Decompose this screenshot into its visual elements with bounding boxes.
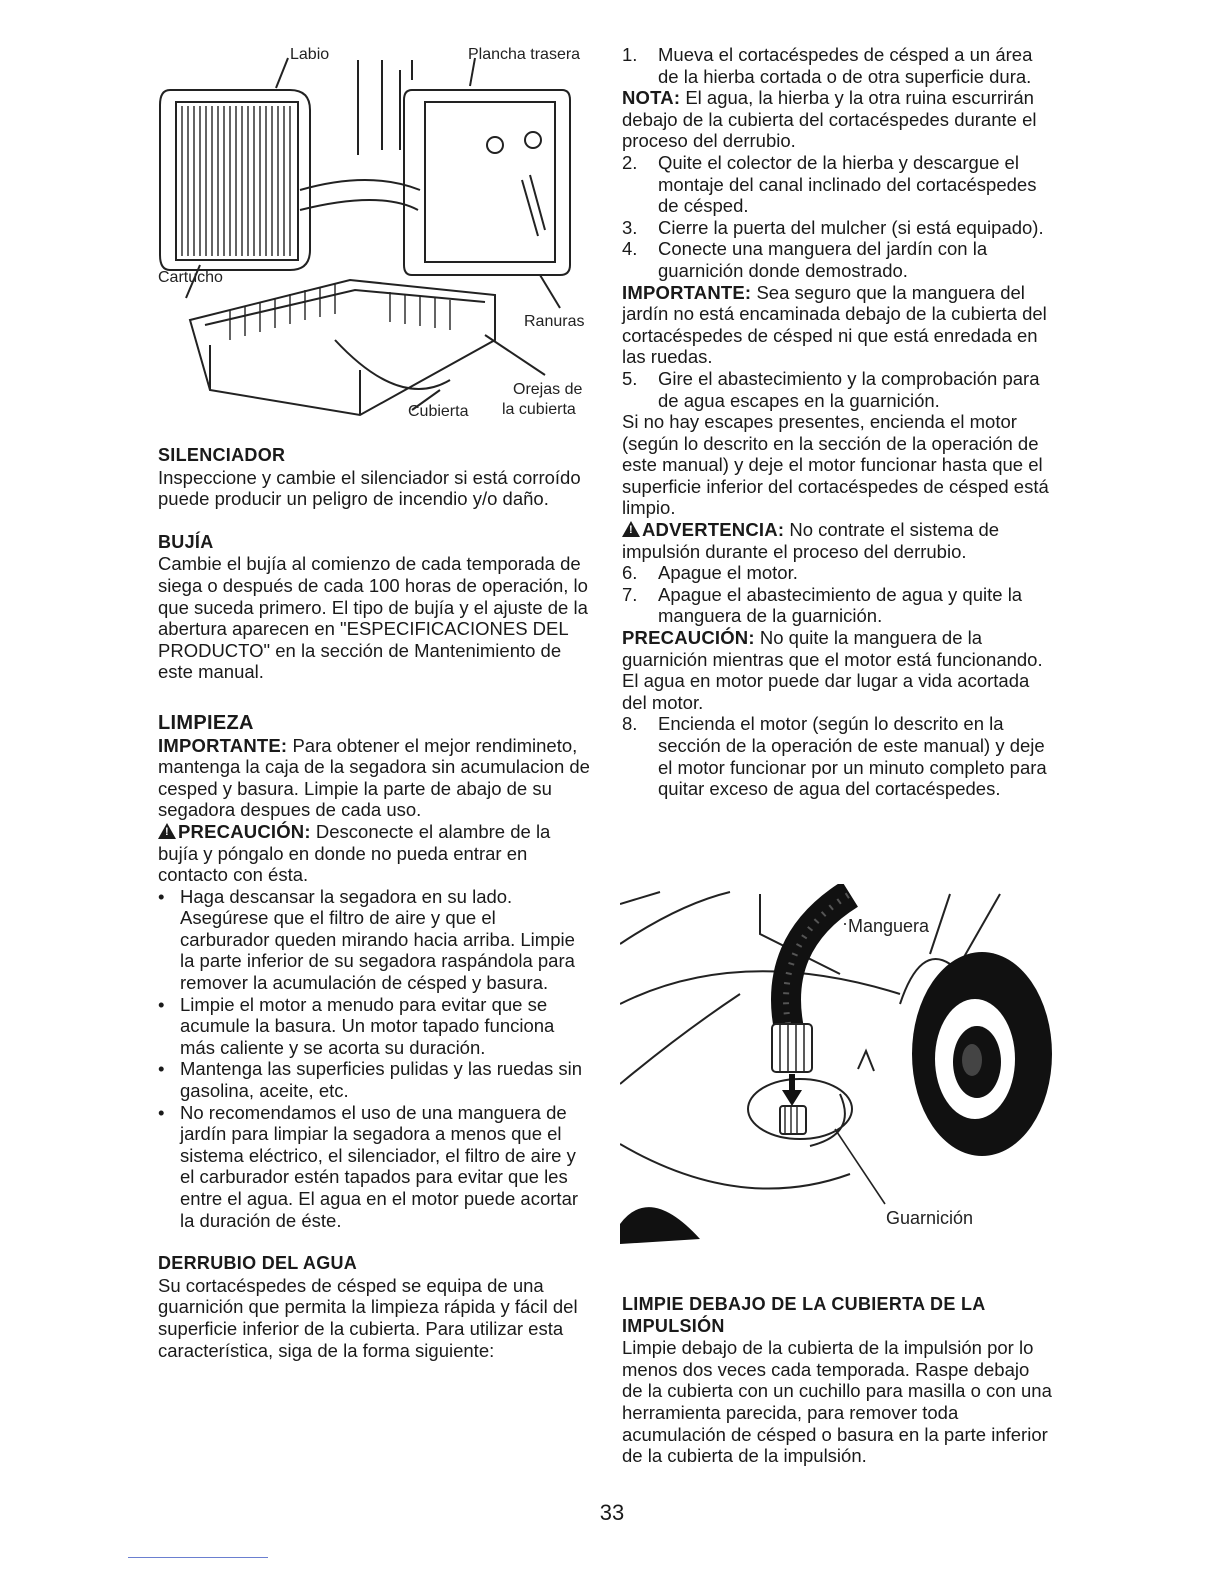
step-text: Mueva el cortacéspedes de césped a un área de la hierba cortada o de otra superficie dura. bbox=[658, 44, 1033, 87]
importante-label: IMPORTANTE: bbox=[158, 734, 288, 756]
hose-fitting-figure bbox=[620, 884, 1060, 1254]
limpie-text: Limpie debajo de la cubierta de la impulsión por lo menos dos veces cada temporada. Raspe debajo de la cubierta con un cuchillo para masilla o con una herramienta parecida, para remover toda acumulación de césped o basura en la parte inferior de la cubierta de la impulsión. bbox=[622, 1337, 1052, 1467]
step-number: 7. bbox=[622, 583, 638, 605]
limpie-section bbox=[622, 1294, 1052, 1467]
label-orejas-2: la cubierta bbox=[502, 401, 576, 418]
label-cartucho: Cartucho bbox=[158, 269, 223, 286]
step-text: Gire el abastecimiento y la comprobación para de agua escapes en la guarnición. bbox=[658, 367, 1040, 411]
list-item: • Mantenga las superficies pulidas y las ruedas sin gasolina, aceite, etc. bbox=[158, 1058, 590, 1101]
nota-label: NOTA: bbox=[622, 87, 681, 109]
step-1 bbox=[622, 44, 1052, 87]
importante-label: IMPORTANTE: bbox=[622, 281, 752, 303]
importante-text: Sea seguro que la manguera del jardín no está encaminada debajo de la cubierta del cortacéspedes de césped ni que está enredada en las ruedas. bbox=[622, 281, 1047, 368]
importante-text: Para obtener el mejor rendimineto, mantenga la caja de la segadora sin acumulacion de cesped y basura. Limpie la parte de abajo de su segadora despues de cada uso. bbox=[158, 734, 590, 821]
step-number: 1. bbox=[622, 44, 638, 65]
step-number: 5. bbox=[622, 367, 638, 389]
advertencia-label: ADVERTENCIA: bbox=[642, 519, 785, 541]
advertencia-note bbox=[622, 519, 1052, 562]
left-column bbox=[158, 445, 590, 1361]
step-number: 2. bbox=[622, 151, 638, 173]
label-labio: Labio bbox=[290, 46, 330, 63]
escapes-paragraph: Si no hay escapes presentes, encienda el motor (según lo descrito en la sección de la operación de este manual) y deje el motor funcionar hasta que el superficie inferior del cortacéspedes de césped está limpio. bbox=[622, 411, 1049, 519]
warning-icon bbox=[158, 823, 176, 839]
label-ranuras: Ranuras bbox=[524, 313, 585, 330]
label-orejas-1: Orejas de bbox=[513, 381, 583, 398]
limpieza-heading: LIMPIEZA bbox=[158, 711, 254, 734]
importante-note bbox=[622, 282, 1052, 368]
label-plancha-trasera: Plancha trasera bbox=[468, 46, 581, 63]
step-number: 4. bbox=[622, 238, 638, 260]
step-6 bbox=[622, 562, 1052, 584]
step-5 bbox=[622, 368, 1052, 411]
step-text: Conecte una manguera del jardín con la guarnición donde demostrado. bbox=[658, 238, 988, 281]
step-2 bbox=[622, 152, 1052, 217]
step-3 bbox=[622, 217, 1052, 239]
derrubio-heading: DERRUBIO DEL AGUA bbox=[158, 1253, 358, 1274]
right-column bbox=[622, 44, 1052, 800]
nota-text: El agua, la hierba y la otra ruina escurrirán debajo de la cubierta del cortacéspedes durante el proceso del derrubio. bbox=[622, 87, 1037, 152]
footer-rule bbox=[128, 1557, 268, 1558]
step-number: 6. bbox=[622, 562, 638, 584]
warning-icon bbox=[622, 521, 640, 537]
advertencia-text: No contrate el sistema de impulsión durante el proceso del derrubio. bbox=[622, 519, 1000, 562]
step-text: Cierre la puerta del mulcher (si está equipado). bbox=[658, 216, 1044, 238]
precaucion-text: Desconecte el alambre de la bujía y póngalo en donde no pueda entrar en contacto con ésta. bbox=[158, 820, 551, 886]
bujia-heading: BUJÍA bbox=[158, 531, 214, 552]
page-number: 33 bbox=[599, 1500, 625, 1525]
precaucion-label: PRECAUCIÓN: bbox=[622, 627, 755, 649]
step-text: Apague el abastecimiento de agua y quite la manguera de la guarnición. bbox=[658, 583, 1023, 627]
limpieza-importante bbox=[158, 735, 590, 821]
list-item: • Limpie el motor a menudo para evitar que se acumule la basura. Un motor tapado funciona más caliente y se acorta su duración. bbox=[158, 994, 590, 1059]
step-number: 8. bbox=[622, 713, 638, 735]
step-7 bbox=[622, 584, 1052, 627]
limpieza-precaucion bbox=[158, 821, 590, 886]
step-text: Quite el colector de la hierba y descargue el montaje del canal inclinado del cortacéspedes de césped. bbox=[658, 151, 1037, 217]
nota bbox=[622, 87, 1052, 152]
precaucion-text: No quite la manguera de la guarnición mientras que el motor está funcionando. El agua en motor puede dar lugar a vida acortada del motor. bbox=[622, 627, 1043, 713]
derrubio-text: Su cortacéspedes de césped se equipa de una guarnición que permita la limpieza rápida y fácil del superficie inferior de la cubierta. Para utilizar esta característica, siga de la forma siguiente: bbox=[158, 1274, 578, 1361]
air-filter-figure bbox=[150, 40, 600, 430]
precaucion-note bbox=[622, 627, 1052, 713]
list-item: • Haga descansar la segadora en su lado. Asegúrese que el filtro de aire y que el carburador queden mirando hacia arriba. Limpie la parte inferior de su segadora raspándola para remover la acumulación de césped y basura. bbox=[158, 886, 590, 994]
label-guarnicion: Guarnición bbox=[886, 1208, 974, 1228]
precaucion-label: PRECAUCIÓN: bbox=[178, 820, 311, 842]
list-item: • No recomendamos el uso de una manguera de jardín para limpiar la segadora a menos que el sistema eléctrico, el silenciador, el filtro de aire y el carburador estén tapados para evitar que les entre el agua. El agua en el motor puede acortar la duración de éste. bbox=[158, 1102, 590, 1232]
label-cubierta: Cubierta bbox=[408, 403, 469, 420]
step-8 bbox=[622, 713, 1052, 799]
label-manguera: Manguera bbox=[848, 916, 930, 936]
silenciador-text: Inspeccione y cambie el silenciador si está corroído puede producir un peligro de incendio y/o daño. bbox=[158, 466, 581, 510]
step-text: Apague el motor. bbox=[658, 562, 798, 584]
step-4 bbox=[622, 238, 1052, 281]
step-text: Encienda el motor (según lo descrito en la sección de la operación de este manual) y deje el motor funcionar por un minuto completo para quitar exceso de agua del cortacéspedes. bbox=[658, 713, 1047, 800]
bujia-text: Cambie el bujía al comienzo de cada temporada de siega o después de cada 100 horas de operación, lo que suceda primero. El tipo de bujía y el ajuste de la abertura aparecen en "ESPECIFICACIONES DEL PRODUCTO" en la sección de Mantenimiento de este manual. bbox=[158, 553, 588, 683]
step-number: 3. bbox=[622, 216, 638, 238]
limpie-heading: LIMPIE DEBAJO DE LA CUBIERTA DE LA IMPULSIÓN bbox=[622, 1294, 985, 1336]
silenciador-heading: SILENCIADOR bbox=[158, 445, 286, 465]
